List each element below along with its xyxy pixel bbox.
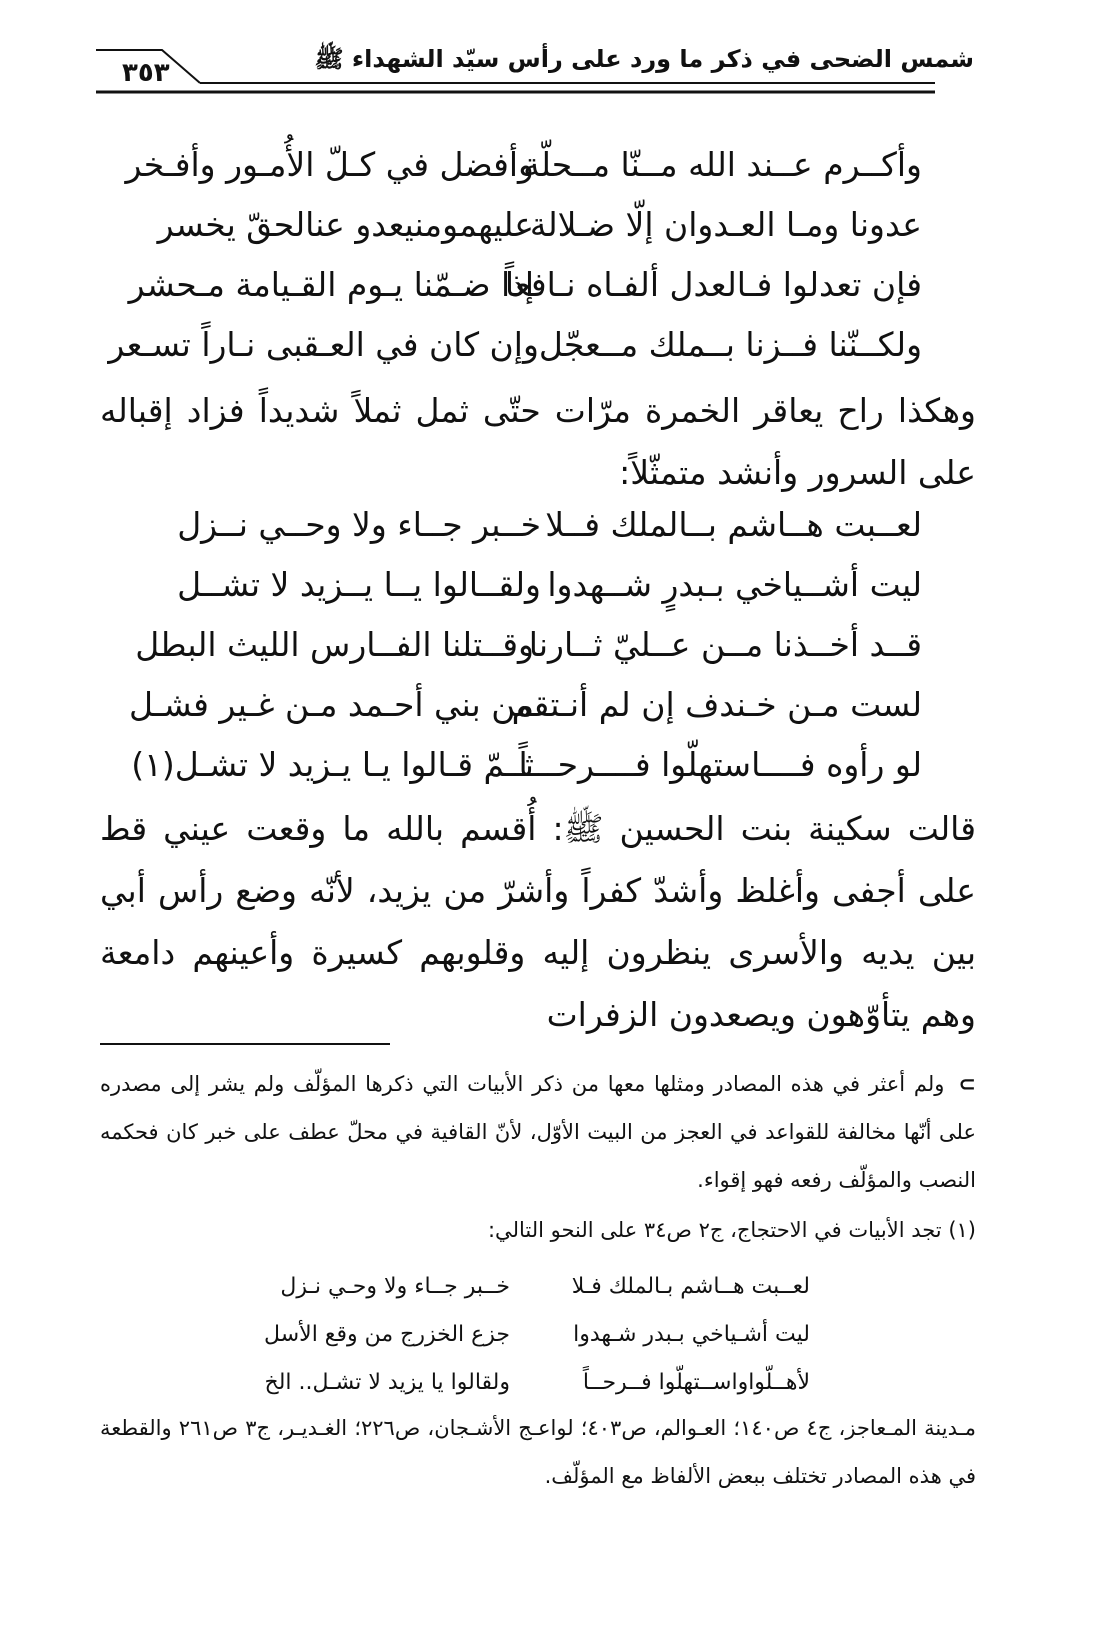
footnote-poem-verse <box>210 1358 810 1406</box>
footnote-1-intro: (١) تجد الأبيات في الاحتجاج، ج٢ ص٣٤ على النحو التالي: <box>487 1218 976 1242</box>
poem-verse <box>129 674 936 734</box>
poem-block-1 <box>108 134 936 374</box>
verse-second-hemistich: خــبر جــاء ولا وحــي نــزل <box>177 504 541 544</box>
poem-verse <box>125 134 936 194</box>
poem-verse <box>128 254 936 314</box>
verse-second-hemistich: خــبر جــاء ولا وحـي نـزل <box>280 1273 510 1299</box>
verse-first-hemistich: ليت أشــياخي بـبدرٍ شــهدوا <box>547 564 922 604</box>
poem-verse <box>160 494 936 554</box>
verse-first-hemistich: فإن تعدلوا فـالعدل ألفـاه نـافعاً <box>504 264 922 304</box>
poem-verse <box>108 314 936 374</box>
verse-second-hemistich: وقــتلنا الفــارس الليث البطل <box>135 624 534 664</box>
footnote-poem <box>210 1262 810 1406</box>
verse-first-hemistich: ليت أشـياخي بـبدر شـهدوا <box>573 1321 810 1347</box>
verse-first-hemistich: عدونا ومـا العـدوان إلّا ضـلالة <box>529 204 922 244</box>
verse-second-hemistich: ثــمّ قـالوا يـا يـزيد لا تشـل(١) <box>131 744 534 784</box>
verse-second-hemistich: ولقــالوا يــا يــزيد لا تشــل <box>177 564 541 604</box>
footnote-note-text: ولم أعثر في هذه المصادر ومثلها معها من ذكر الأبيات التي ذكرها المؤلّف ولم يشر إلى مصدره على أنّها مخالفة للقواعد في العجز من البيت الأوّل، لأنّ القافية في محلّ عطف على خبر كان فحكمه النصب والمؤلّف رفعه فهو إقواء. <box>100 1072 976 1192</box>
footnote-mark-icon: ⊃ <box>958 1072 976 1096</box>
poem-verse <box>160 554 936 614</box>
footnote-poem-verse <box>210 1310 810 1358</box>
verse-first-hemistich: لست مـن خـندف إن لم أنـتقم <box>511 684 922 724</box>
prose-paragraph-2: قالت سكينة بنت الحسين ﷺ: أُقسم بالله ما وقعت عيني قط على أجفى وأغلظ وأشدّ كفراً وأشرّ من يزيد، لأنّه وضع رأس أبي بين يديه والأسرى ينظرون إليه وقلوبهم كسيرة وأعينهم دامعة وهم يتأوّهون ويصعدون الزفرات <box>100 809 976 1034</box>
verse-second-hemistich: من بني أحـمد مـن غـير فشـل <box>129 684 534 724</box>
verse-first-hemistich: لأهــلّواواســتهلّوا فــرحــاً <box>582 1369 810 1395</box>
footnote-separator <box>100 1043 390 1045</box>
verse-second-hemistich: جزع الخزرج من وقع الأسل <box>264 1321 510 1347</box>
poem-block-2 <box>129 494 936 794</box>
verse-second-hemistich: وأفضل في كـلّ الأُمـور وأفـخر <box>125 144 534 184</box>
verse-second-hemistich: عليهمومنيعدو عنالحقّ يخسر <box>157 204 534 244</box>
verse-first-hemistich: لعــبت هــاشم بــالملك فــلا <box>545 504 922 544</box>
verse-second-hemistich: إذا ضـمّنا يـوم القـيامة مـحشر <box>128 264 534 304</box>
verse-first-hemistich: لو رأوه فــــاستهلّوا فــــرحـــاً <box>518 744 922 784</box>
poem-verse <box>135 614 936 674</box>
footnote-sources: مـدينة المـعاجز، ج٤ ص١٤٠؛ العـوالم، ص٤٠٣؛ لواعـج الأشـجان، ص٢٢٦؛ الغـديـر، ج٣ ص٢٦١ والقطعة في هذه المصادر تختلف ببعض الألفاظ مع المؤلّف. <box>100 1416 976 1488</box>
verse-first-hemistich: ولكــنّنا فــزنا بــملك مــعجّل <box>538 324 922 364</box>
verse-first-hemistich: وأكــرم عــند الله مــنّا مــحلّة <box>523 144 922 184</box>
prose-paragraph-1: وهكذا راح يعاقر الخمرة مرّات حتّى ثمل ثملاً شديداً فزاد إقباله على السرور وأنشد متمثّلاً: <box>100 391 976 492</box>
footnote-editor-note <box>100 1060 976 1204</box>
verse-second-hemistich: ولقالوا يا يزيد لا تشـل.. الخ <box>264 1369 510 1395</box>
page-number: ٣٥٣ <box>122 58 170 88</box>
footnote-poem-verse <box>210 1262 810 1310</box>
poem-verse <box>157 194 936 254</box>
verse-second-hemistich: وإن كان في العـقبى نـاراً تسـعر <box>108 324 539 364</box>
poem-verse <box>131 734 936 794</box>
running-header-title: شمس الضحى في ذكر ما ورد على رأس سيّد الشهداء ﷺ <box>314 45 974 73</box>
verse-first-hemistich: قــد أخــذنا مــن عــليّ ثــارنا <box>528 624 922 664</box>
verse-first-hemistich: لعــبت هــاشم بـالملك فـلا <box>571 1273 810 1299</box>
